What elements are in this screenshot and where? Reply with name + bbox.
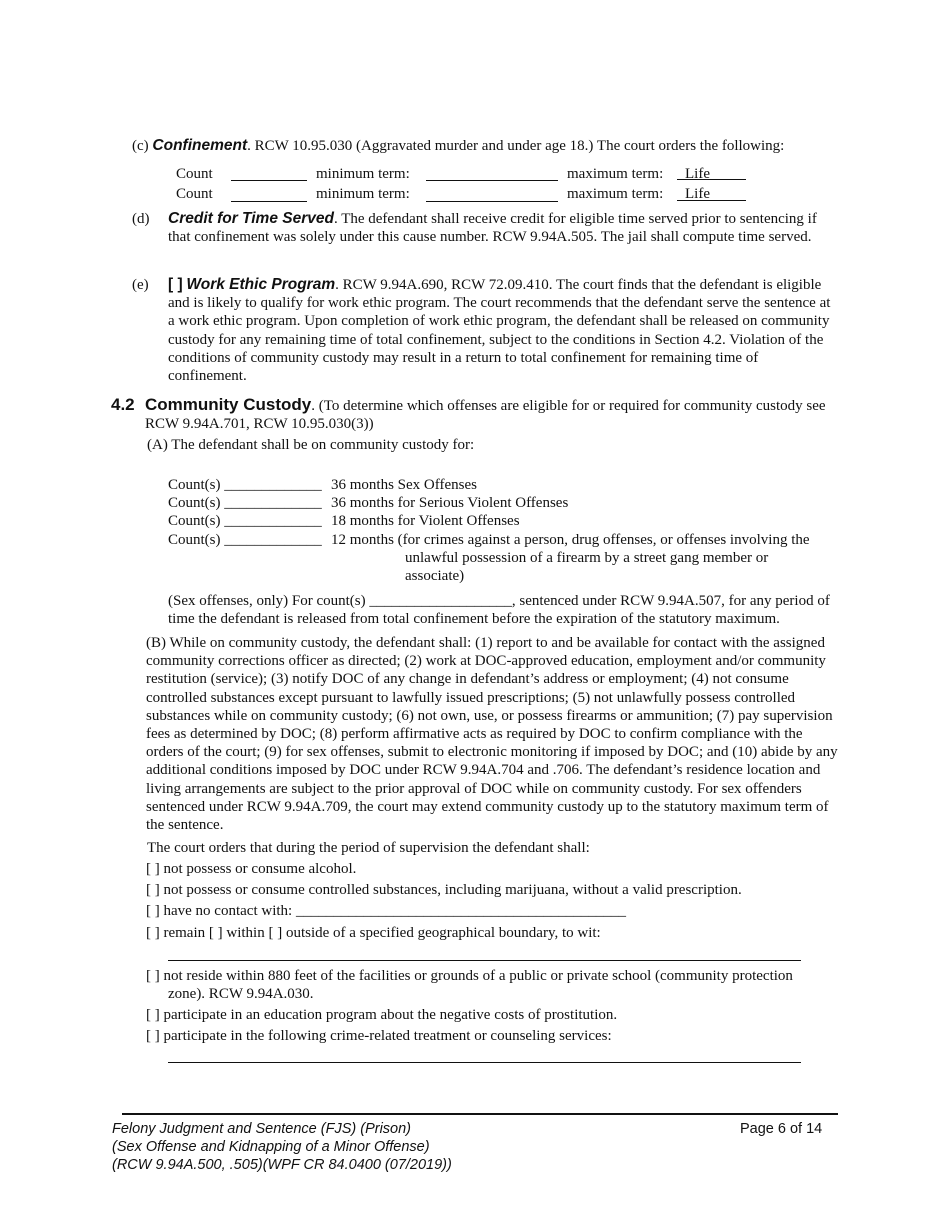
page-number: Page 6 of 14 — [740, 1121, 823, 1137]
order-geographic-boundary[interactable]: [ ] remain [ ] within [ ] outside of a specified geographical boundary, to wit: — [146, 925, 601, 941]
order-no-controlled-substances[interactable]: [ ] not possess or consume controlled substances, including marijuana, without a valid prescription. — [146, 882, 742, 898]
confinement-max-value[interactable]: Life — [677, 185, 746, 201]
order-education-program[interactable]: [ ] participate in an education program about the negative costs of prostitution. — [146, 1007, 618, 1023]
section-42-b-paragraph: (B) While on community custody, the defendant shall: (1) report to and be available for contact with the assigned community corrections officer as directed; (2) work at DOC-approved education, employment and/or community restitution (service); (3) notify DOC of any change in defendant’s address or employment; (4) not consume controlled substances except pursuant to lawfully issued prescriptions; (5) not unlawfully possess controlled substances while on community custody; (6) not own, use, or possess firearms or ammunition; (7) pay supervision fees as determined by DOC; (8) perform affirmative acts as required by DOC to confirm compliance with the orders of the court; (9) for sex offenses, submit to electronic monitoring if imposed by DOC; and (10) abide by any additional conditions imposed by DOC under RCW 9.94A.704 and .706. The defendant’s residence location and living arrangements are subject to the prior approval of DOC while on community custody. For sex offenders sentenced under RCW 9.94A.709, the court may extend community custody up to the statutory maximum term of the sentence. — [146, 635, 838, 834]
confinement-max-label: maximum term: — [567, 186, 664, 202]
section-e-letter: (e) — [132, 277, 149, 293]
order-school-zone-continuation: zone). RCW 9.94A.030. — [168, 986, 314, 1002]
confinement-count-label: Count — [176, 166, 213, 182]
footer-title-line1: Felony Judgment and Sentence (FJS) (Prison) — [112, 1121, 411, 1137]
confinement-count-field[interactable] — [231, 180, 307, 181]
confinement-min-field[interactable] — [426, 201, 558, 202]
custody-count-label[interactable]: Count(s) _____________ — [168, 532, 322, 548]
section-c-letter: (c) — [132, 138, 149, 154]
custody-count-text: 12 months (for crimes against a person, drug offenses, or offenses involving the — [331, 532, 810, 548]
confinement-min-label: minimum term: — [316, 186, 410, 202]
section-42-a-text: (A) The defendant shall be on community custody for: — [147, 437, 475, 453]
confinement-min-field[interactable] — [426, 180, 558, 181]
section-d-text: . The defendant shall receive credit for eligible time served prior to sentencing if that confinement was solely under this cause number. RCW 9.94A.505. The jail shall compute time served. — [168, 211, 817, 246]
confinement-count-field[interactable] — [231, 201, 307, 202]
section-c — [132, 137, 852, 155]
order-school-zone[interactable]: [ ] not reside within 880 feet of the facilities or grounds of a public or private school (community protection — [146, 968, 793, 984]
footer-title-line2: (Sex Offense and Kidnapping of a Minor Offense) — [112, 1139, 430, 1155]
order-no-contact[interactable]: [ ] have no contact with: ____________________________________________ — [146, 903, 626, 919]
section-42-heading-block — [145, 396, 835, 433]
footer-title-line3: (RCW 9.94A.500, .505)(WPF CR 84.0400 (07/2019)) — [112, 1157, 452, 1173]
custody-count-continuation: unlawful possession of a firearm by a street gang member or associate) — [405, 550, 769, 585]
custody-count-text: 36 months Sex Offenses — [331, 477, 477, 493]
custody-count-label[interactable]: Count(s) _____________ — [168, 495, 322, 511]
work-ethic-checkbox[interactable]: [ ] — [168, 276, 183, 293]
section-d-letter: (d) — [132, 211, 150, 227]
sex-offense-paragraph: (Sex offenses, only) For count(s) ___________________, sentenced under RCW 9.94A.507, for any period of time the defendant is released from total confinement before the expiration of the statutory maximum. — [168, 593, 830, 628]
confinement-max-label: maximum term: — [567, 166, 664, 182]
section-42-heading: Community Custody — [145, 395, 312, 414]
confinement-min-label: minimum term: — [316, 166, 410, 182]
custody-count-text: 36 months for Serious Violent Offenses — [331, 495, 569, 511]
geographic-boundary-field[interactable] — [168, 960, 801, 961]
custody-count-text: 18 months for Violent Offenses — [331, 513, 520, 529]
order-no-alcohol[interactable]: [ ] not possess or consume alcohol. — [146, 861, 357, 877]
section-e — [168, 276, 838, 385]
orders-intro: The court orders that during the period of supervision the defendant shall: — [147, 840, 590, 856]
section-c-text: . RCW 10.95.030 (Aggravated murder and under age 18.) The court orders the following: — [247, 138, 785, 154]
confinement-max-value[interactable]: Life — [677, 165, 746, 180]
section-e-heading: Work Ethic Program — [186, 276, 336, 293]
order-treatment-services[interactable]: [ ] participate in the following crime-related treatment or counseling services: — [146, 1028, 612, 1044]
custody-count-label[interactable]: Count(s) _____________ — [168, 513, 322, 529]
confinement-count-label: Count — [176, 186, 213, 202]
section-e-text: . RCW 9.94A.690, RCW 72.09.410. The court finds that the defendant is eligible and is likely to qualify for work ethic program. The court recommends that the defendant serve the sentence at a work ethic program. Upon completion of work ethic program, the defendant shall be released on community custody for any remaining time of total confinement, subject to the conditions in Section 4.2. Violation of the conditions of community custody may result in a return to total confinement for remaining time of confinement. — [168, 277, 831, 385]
footer-divider — [122, 1113, 838, 1115]
section-d-heading: Credit for Time Served — [168, 210, 334, 227]
custody-count-label[interactable]: Count(s) _____________ — [168, 477, 322, 493]
section-42-number: 4.2 — [111, 395, 135, 414]
section-d — [168, 210, 843, 246]
treatment-services-field[interactable] — [168, 1062, 801, 1063]
section-c-heading: Confinement — [152, 137, 248, 154]
section-42-intro: . (To determine which offenses are eligible for or required for community custody see RCW 9.94A.701, RCW 10.95.030(3)) — [145, 398, 826, 433]
